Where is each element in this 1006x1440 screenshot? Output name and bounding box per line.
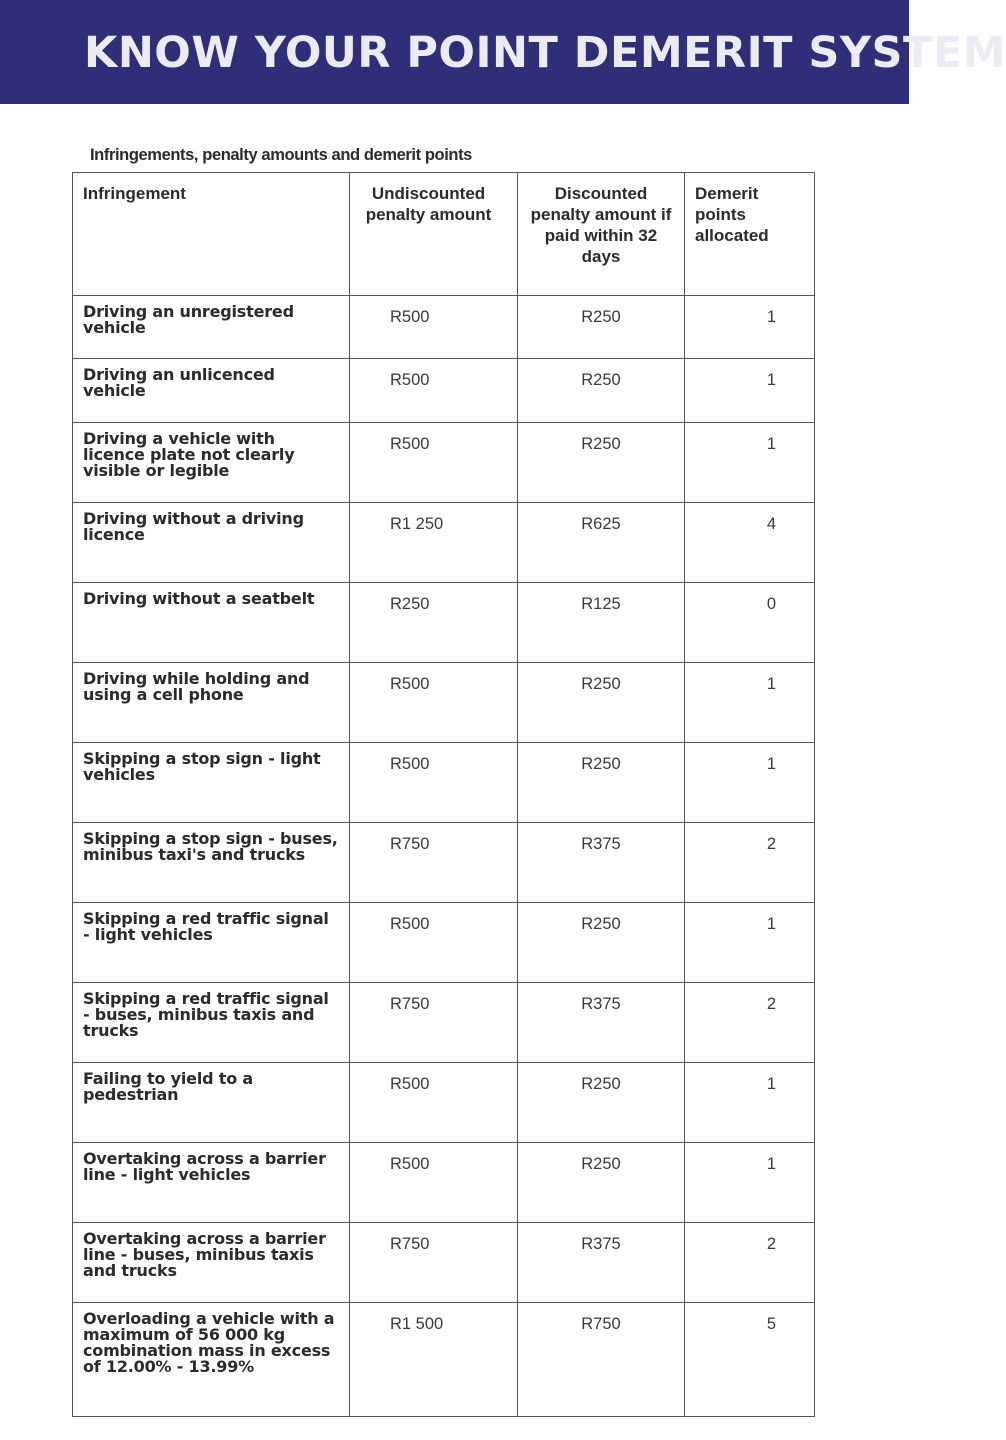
table-row — [73, 1063, 815, 1143]
demerit-points-cell: 1 — [685, 903, 815, 983]
demerit-points-cell: 1 — [685, 1063, 815, 1143]
page-title: KNOW YOUR POINT DEMERIT SYSTEM — [84, 28, 1006, 78]
undiscounted-penalty-cell: R500 — [350, 663, 518, 743]
discounted-penalty-cell: R375 — [518, 823, 685, 903]
undiscounted-penalty-cell: R1 250 — [350, 503, 518, 583]
undiscounted-penalty-cell: R750 — [350, 983, 518, 1063]
demerit-points-cell: 0 — [685, 583, 815, 663]
undiscounted-penalty-cell: R1 500 — [350, 1303, 518, 1417]
infringement-cell: Driving without a driving licence — [73, 503, 350, 583]
discounted-penalty-cell: R250 — [518, 903, 685, 983]
infringement-cell: Driving an unlicenced vehicle — [73, 359, 350, 423]
infringement-cell: Overtaking across a barrier line - light vehicles — [73, 1143, 350, 1223]
undiscounted-penalty-cell: R500 — [350, 743, 518, 823]
table-row — [73, 423, 815, 503]
demerit-table — [72, 172, 815, 1417]
column-header-infringement: Infringement — [73, 173, 350, 296]
discounted-penalty-cell: R625 — [518, 503, 685, 583]
infringement-cell: Driving an unregistered vehicle — [73, 296, 350, 359]
demerit-points-cell: 1 — [685, 1143, 815, 1223]
demerit-points-cell: 1 — [685, 743, 815, 823]
table-row — [73, 663, 815, 743]
table-row — [73, 296, 815, 359]
demerit-points-cell: 2 — [685, 823, 815, 903]
discounted-penalty-cell: R250 — [518, 663, 685, 743]
table-row — [73, 359, 815, 423]
discounted-penalty-cell: R250 — [518, 296, 685, 359]
discounted-penalty-cell: R250 — [518, 423, 685, 503]
table-row — [73, 583, 815, 663]
demerit-points-cell: 1 — [685, 296, 815, 359]
table-body — [73, 296, 815, 1417]
undiscounted-penalty-cell: R750 — [350, 1223, 518, 1303]
table-row — [73, 903, 815, 983]
demerit-points-cell: 4 — [685, 503, 815, 583]
infringement-cell: Overloading a vehicle with a maximum of 56 000 kg combination mass in excess of 12.00% - 13.99% — [73, 1303, 350, 1417]
demerit-points-cell: 1 — [685, 663, 815, 743]
infringement-cell: Driving while holding and using a cell phone — [73, 663, 350, 743]
discounted-penalty-cell: R750 — [518, 1303, 685, 1417]
discounted-penalty-cell: R250 — [518, 359, 685, 423]
table-row — [73, 1303, 815, 1417]
infringement-cell: Driving a vehicle with licence plate not clearly visible or legible — [73, 423, 350, 503]
demerit-points-cell: 1 — [685, 359, 815, 423]
demerit-points-cell: 2 — [685, 983, 815, 1063]
demerit-points-cell: 2 — [685, 1223, 815, 1303]
infringement-cell: Skipping a red traffic signal - buses, minibus taxis and trucks — [73, 983, 350, 1063]
column-header-undiscounted: Undiscounted penalty amount — [350, 173, 518, 296]
table-row — [73, 743, 815, 823]
discounted-penalty-cell: R250 — [518, 1063, 685, 1143]
table-header-row — [73, 173, 815, 296]
discounted-penalty-cell: R250 — [518, 743, 685, 823]
infringement-cell: Driving without a seatbelt — [73, 583, 350, 663]
undiscounted-penalty-cell: R750 — [350, 823, 518, 903]
undiscounted-penalty-cell: R500 — [350, 423, 518, 503]
table-row — [73, 823, 815, 903]
column-header-discounted: Discounted penalty amount if paid within 32 days — [518, 173, 685, 296]
header-banner — [0, 0, 1006, 104]
infringement-cell: Skipping a stop sign - light vehicles — [73, 743, 350, 823]
undiscounted-penalty-cell: R250 — [350, 583, 518, 663]
column-header-points: Demerit points allocated — [685, 173, 815, 296]
table-row — [73, 503, 815, 583]
discounted-penalty-cell: R250 — [518, 1143, 685, 1223]
table-row — [73, 1223, 815, 1303]
demerit-points-cell: 5 — [685, 1303, 815, 1417]
infringement-cell: Overtaking across a barrier line - buses, minibus taxis and trucks — [73, 1223, 350, 1303]
undiscounted-penalty-cell: R500 — [350, 903, 518, 983]
undiscounted-penalty-cell: R500 — [350, 1063, 518, 1143]
table-row — [73, 1143, 815, 1223]
undiscounted-penalty-cell: R500 — [350, 359, 518, 423]
discounted-penalty-cell: R125 — [518, 583, 685, 663]
discounted-penalty-cell: R375 — [518, 1223, 685, 1303]
infringement-cell: Failing to yield to a pedestrian — [73, 1063, 350, 1143]
table-row — [73, 983, 815, 1063]
table-caption: Infringements, penalty amounts and demerit points — [90, 146, 472, 164]
undiscounted-penalty-cell: R500 — [350, 1143, 518, 1223]
discounted-penalty-cell: R375 — [518, 983, 685, 1063]
demerit-points-cell: 1 — [685, 423, 815, 503]
infringement-cell: Skipping a red traffic signal - light vehicles — [73, 903, 350, 983]
infringement-cell: Skipping a stop sign - buses, minibus taxi's and trucks — [73, 823, 350, 903]
undiscounted-penalty-cell: R500 — [350, 296, 518, 359]
